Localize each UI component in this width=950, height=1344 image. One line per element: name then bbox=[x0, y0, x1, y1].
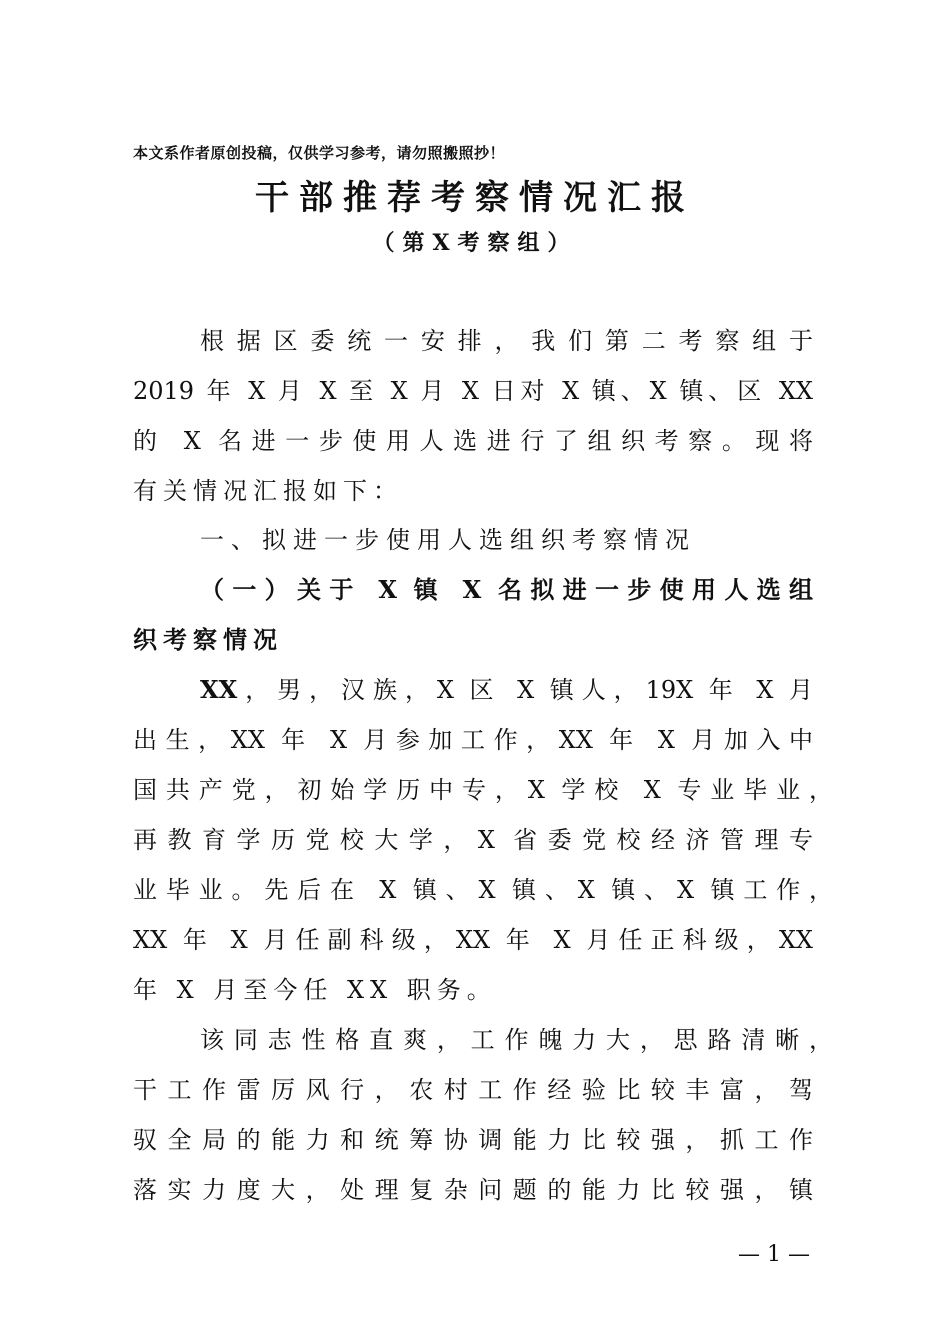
body-line: 该同志性格直爽，工作魄力大，思路清晰， bbox=[200, 1026, 833, 1054]
body-line: 落实力度大，处理复杂问题的能力比较强，镇 bbox=[133, 1176, 813, 1204]
body-line: 驭全局的能力和统筹协调能力比较强，抓工作 bbox=[133, 1126, 813, 1154]
document-title: 干部推荐考察情况汇报 bbox=[255, 178, 695, 218]
body-line: 业毕业。先后在 X 镇、X 镇、X 镇、X 镇工作， bbox=[133, 876, 833, 904]
copyright-notice: 本文系作者原创投稿，仅供学习参考，请勿照搬照抄！ bbox=[133, 144, 506, 162]
body-line: 2019 年 X 月 X 至 X 月 X 日对 X 镇、X 镇、区 XX bbox=[133, 377, 813, 405]
page-number: — 1 — bbox=[738, 1242, 810, 1267]
candidate-name: XX bbox=[200, 675, 238, 704]
body-line: 干工作雷厉风行，农村工作经验比较丰富，驾 bbox=[133, 1076, 813, 1104]
body-line: XX 年 X 月任副科级，XX 年 X 月任正科级，XX bbox=[133, 926, 813, 954]
subsection-heading: 织考察情况 bbox=[133, 625, 283, 654]
section-heading: 一、拟进一步使用人选组织考察情况 bbox=[200, 526, 696, 554]
subsection-heading: （一）关于 X 镇 X 名拟进一步使用人选组 bbox=[200, 575, 813, 604]
body-line: 出生，XX 年 X 月参加工作，XX 年 X 月加入中 bbox=[133, 726, 813, 754]
candidate-intro-text: ，男，汉族，X 区 X 镇人，19X 年 X 月 bbox=[237, 676, 813, 704]
body-line: 再教育学历党校大学，X 省委党校经济管理专 bbox=[133, 826, 813, 854]
body-line: 的 X 名进一步使用人选进行了组织考察。现将 bbox=[133, 427, 813, 455]
candidate-intro-line bbox=[200, 675, 813, 705]
body-line: 年 X 月至今任 XX 职务。 bbox=[133, 976, 497, 1004]
document-subtitle: （第X考察组） bbox=[372, 230, 578, 256]
body-line: 国共产党，初始学历中专，X 学校 X 专业毕业， bbox=[133, 776, 833, 804]
body-line: 有关情况汇报如下： bbox=[133, 477, 403, 505]
body-line: 根据区委统一安排，我们第二考察组于 bbox=[200, 327, 813, 355]
